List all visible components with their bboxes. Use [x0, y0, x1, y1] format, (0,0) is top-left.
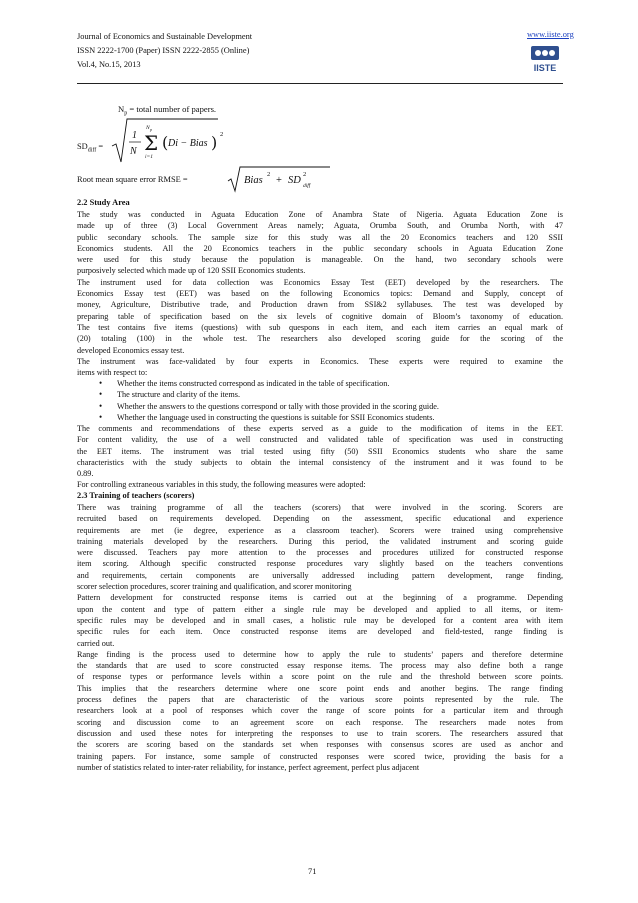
- text-line: This implies that the researchers determine where one score point ends and another begins. The range finding: [77, 683, 563, 693]
- text-line: training materials developed by the researchers. During this period, the validated instrument and scoring guide: [77, 536, 563, 546]
- sd-diff-formula: [110, 116, 250, 166]
- text-line: The instrument was face-validated by four experts in Economics. These experts were required to examine the: [77, 356, 563, 366]
- text-line: specific rules may be developed and in small cases, a holistic rule may be developed for a content area with item: [77, 615, 563, 625]
- text-line: were used for this study because the population is manageable. On the hand, two secondary schools were: [77, 255, 563, 265]
- text-line: requirements are met (ie degree, experience as a classroom teacher). Scorers were trained using comprehensive: [77, 525, 563, 535]
- text-line: money, Agriculture, Distributive trade, and Production drawn from SSI&2 syllabuses. The test was developed by: [77, 300, 563, 310]
- sd-symbol: SD: [77, 142, 88, 151]
- text-line: Pattern development for constructed response items is carried out at the beginning of a programme. Depending: [77, 593, 563, 603]
- svg-text:N: N: [146, 125, 150, 131]
- text-line: researchers look at a pool of responses which cover the range of score points for a particular item and through: [77, 706, 563, 716]
- np-definition: [118, 104, 216, 117]
- text-line: The instrument used for data collection was Economics Essay Test (EET) developed by the researchers. The: [77, 277, 563, 287]
- text-line: The test contains five items (questions) with sub quespons in each item, and each item carries an equal mark of: [77, 322, 563, 332]
- text-line: scoring and discussion come to an agreement score on each response. The researchers made notes from: [77, 717, 563, 727]
- journal-title: Journal of Economics and Sustainable Development: [77, 32, 253, 41]
- sd-equals: =: [96, 142, 104, 151]
- np-symbol: N: [118, 104, 125, 114]
- text-line: of response types or performance levels within a score point on the rule and the threshold between score points.: [77, 672, 563, 682]
- text-line: purposively selected which made up of 120 SSII Economics students.: [77, 266, 306, 276]
- validation-criteria-list: [77, 378, 563, 423]
- text-line: preparing table of specification based on the six levels of cognitive domain of Bloom’s taxonomy of education.: [77, 311, 563, 321]
- svg-text:+: +: [276, 175, 282, 186]
- np-subscript: p: [124, 110, 128, 117]
- svg-text:Σ: Σ: [144, 131, 159, 155]
- text-line: specific rules for each item. Once constructed response items are developed and field-tested, range finding is: [77, 627, 563, 637]
- list-item: • Whether the items constructed correspond as indicated in the table of specification.: [77, 378, 563, 389]
- sd-subscript: diff: [87, 147, 97, 154]
- text-line: were discussed. Teachers pay more attention to the processes and procedures utilized for constructed response: [77, 548, 563, 558]
- text-line: the standards that are used to score constructed essay response items. The process may also define both a range: [77, 661, 563, 671]
- text-line: Economics Essay test (EET) was based on the following Economics topics: Demand and Supply, concept of: [77, 289, 563, 299]
- np-text: = total number of papers.: [127, 104, 217, 114]
- text-line: public secondary schools. The sample size for this study was all the 20 Economics teachers and 120 SSII: [77, 232, 563, 242]
- svg-text:2: 2: [267, 171, 271, 178]
- text-line: the scorers are scoring based on the standards set when responses with consensus scores are used as anchor and: [77, 740, 563, 750]
- text-line: (20) totaling (100) in the whole test. The researchers also developed scoring guide for the scoring of the: [77, 334, 563, 344]
- text-line: developed Economics essay test.: [77, 345, 185, 355]
- header-divider: [77, 83, 563, 84]
- validity-body: [77, 423, 563, 491]
- list-item: • Whether the language used in constructing the questions is suitable for SSII Economics students.: [77, 412, 563, 423]
- journal-url-link[interactable]: www.iiste.org: [527, 30, 574, 39]
- text-line: There was training programme of all the teachers (scorers) that were involved in the scoring. Scorers are: [77, 503, 563, 512]
- text-line: Range finding is the process used to determine how to apply the rule to students’ papers and therefore determine: [77, 649, 563, 659]
- text-line: and requirements, certain components are universally addressed including pattern development, range finding,: [77, 570, 563, 580]
- journal-issn: ISSN 2222-1700 (Paper) ISSN 2222-2855 (Online): [77, 46, 250, 55]
- text-line: The comments and recommendations of these experts served as a guide to the modification of items in the EET.: [77, 424, 563, 433]
- svg-text:1: 1: [132, 130, 137, 141]
- text-line: recruited based on requirements developed. Depending on the assessment, specific educational and experience: [77, 514, 563, 524]
- svg-text:p: p: [150, 127, 152, 132]
- text-line: number of statistics related to inter-rater reliability, for instance, perfect agreement, perfect plus adjacent: [77, 762, 420, 772]
- journal-volume: Vol.4, No.15, 2013: [77, 60, 141, 69]
- svg-text:diff: diff: [303, 183, 311, 189]
- text-line: made up of three (3) Local Government Areas namely; Aguata, Orumba South, and Orumba North, with 47: [77, 221, 563, 231]
- text-line: scorer selection procedures, scorer training and qualification, and scorer monitoring: [77, 582, 352, 592]
- training-body: [77, 502, 563, 773]
- study-area-body: [77, 209, 563, 378]
- svg-text:Bias: Bias: [244, 175, 263, 186]
- text-line: upon the content and type of pattern either a single rule may be developed and applied to all items, or item-: [77, 604, 563, 614]
- svg-text:SD: SD: [288, 175, 301, 186]
- text-line: 0.89.: [77, 469, 94, 479]
- svg-text:Di − Bias: Di − Bias: [168, 138, 208, 149]
- list-item: • The structure and clarity of the items.: [77, 389, 563, 400]
- svg-text:): ): [211, 133, 218, 152]
- text-line: process defines the papers that are characteristic of the various score points represented by the rule. The: [77, 695, 563, 705]
- text-line: carried out.: [77, 638, 115, 648]
- study-area-heading: 2.2 Study Area: [77, 198, 130, 207]
- text-line: Economics students. All the 20 Economics teachers in the public secondary schools in Aguata Education Zone: [77, 243, 563, 253]
- text-line: the EET items. The instrument was trial tested using fifty (50) SSII Economics students who share the same: [77, 446, 563, 456]
- training-heading: 2.3 Training of teachers (scorers): [77, 491, 195, 500]
- text-line: items with respect to:: [77, 368, 148, 378]
- list-item: • Whether the answers to the questions correspond or tally with those provided in the scoring guide.: [77, 401, 563, 412]
- text-line: item scoring. Although specific constructed response procedures vary slightly based on the teachers conventions: [77, 559, 563, 569]
- svg-text:N: N: [130, 146, 137, 157]
- journal-header: [77, 30, 252, 72]
- logo-text: IISTE: [533, 63, 557, 73]
- svg-text:2: 2: [220, 131, 224, 138]
- text-line: discussion and used these notes for interpreting the responses to use to train scorers. The researchers assured that: [77, 728, 563, 738]
- rmse-label: Root mean square error RMSE =: [77, 175, 188, 184]
- sd-diff-label: [77, 142, 103, 154]
- iiste-logo: [528, 44, 562, 74]
- text-line: training papers. For instance, some sample of constructed responses were scored twice, providing the basis for a: [77, 751, 563, 761]
- rmse-formula: [226, 165, 336, 193]
- svg-text:(: (: [162, 133, 169, 152]
- page-number: 71: [308, 867, 317, 876]
- svg-text:2: 2: [303, 171, 307, 178]
- text-line: The study was conducted in Aguata Education Zone of Anambra State of Nigeria. Aguata Education Zone is: [77, 210, 563, 219]
- text-line: For content validity, the use of a well constructed and validated table of specification was used in constructing: [77, 435, 563, 445]
- svg-text:i=1: i=1: [145, 154, 153, 160]
- text-line: For controlling extraneous variables in this study, the following measures were adopted:: [77, 480, 366, 490]
- text-line: characteristics with the study subjects to obtain the internal consistency of the instrument and it was found to be: [77, 457, 563, 467]
